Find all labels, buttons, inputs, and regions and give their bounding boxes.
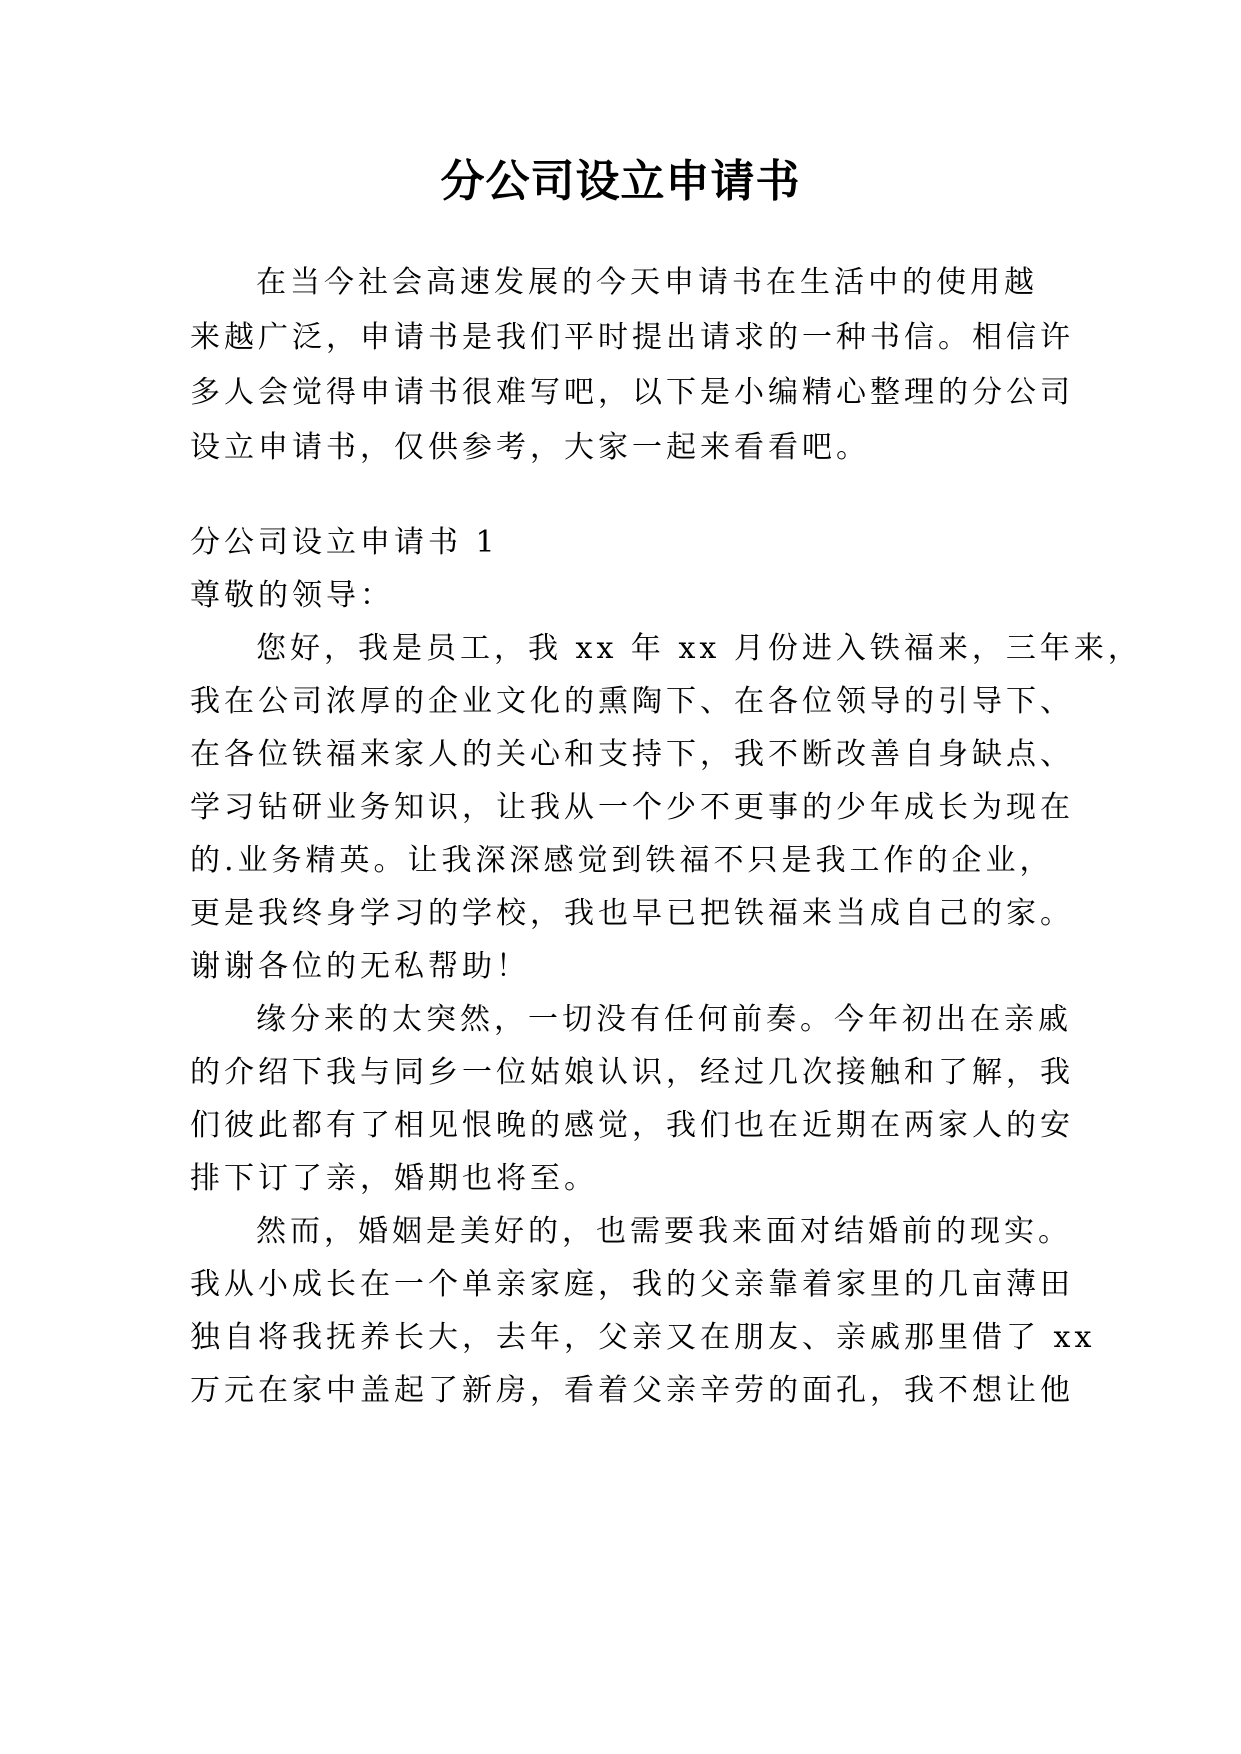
body-line: 万元在家中盖起了新房，看着父亲辛劳的面孔，我不想让他 [190,1373,1074,1408]
intro-line-3: 多人会觉得申请书很难写吧，以下是小编精心整理的分公司 [190,375,1074,410]
intro-line-1: 在当今社会高速发展的今天申请书在生活中的使用越 [256,265,1038,300]
body-line: 的.业务精英。让我深深感觉到铁福不只是我工作的企业， [190,843,1054,878]
body-line: 排下订了亲，婚期也将至。 [190,1161,598,1196]
body-line: 们彼此都有了相见恨晚的感觉，我们也在近期在两家人的安 [190,1108,1074,1143]
body-line: 然而，婚姻是美好的，也需要我来面对结婚前的现实。 [256,1214,1072,1249]
body-line: 在各位铁福来家人的关心和支持下，我不断改善自身缺点、 [190,737,1074,772]
salutation: 尊敬的领导： [190,578,394,613]
body-line: 的介绍下我与同乡一位姑娘认识，经过几次接触和了解，我 [190,1055,1074,1090]
body-line: 更是我终身学习的学校，我也早已把铁福来当成自己的家。 [190,896,1074,931]
body-line: 您好，我是员工，我 xx 年 xx 月份进入铁福来，三年来， [256,631,1142,666]
section-heading: 分公司设立申请书 1 [190,525,499,560]
body-line: 我在公司浓厚的企业文化的熏陶下、在各位领导的引导下、 [190,684,1074,719]
body-line: 谢谢各位的无私帮助！ [190,949,530,984]
body-line: 学习钻研业务知识，让我从一个少不更事的少年成长为现在 [190,790,1074,825]
document-title: 分公司设立申请书 [440,156,801,207]
body-line: 我从小成长在一个单亲家庭，我的父亲靠着家里的几亩薄田 [190,1267,1074,1302]
intro-line-2: 来越广泛，申请书是我们平时提出请求的一种书信。相信许 [190,320,1074,355]
body-line: 独自将我抚养长大，去年，父亲又在朋友、亲戚那里借了 xx [190,1320,1096,1355]
intro-line-4: 设立申请书，仅供参考，大家一起来看看吧。 [190,430,870,465]
body-line: 缘分来的太突然，一切没有任何前奏。今年初出在亲戚 [256,1002,1072,1037]
